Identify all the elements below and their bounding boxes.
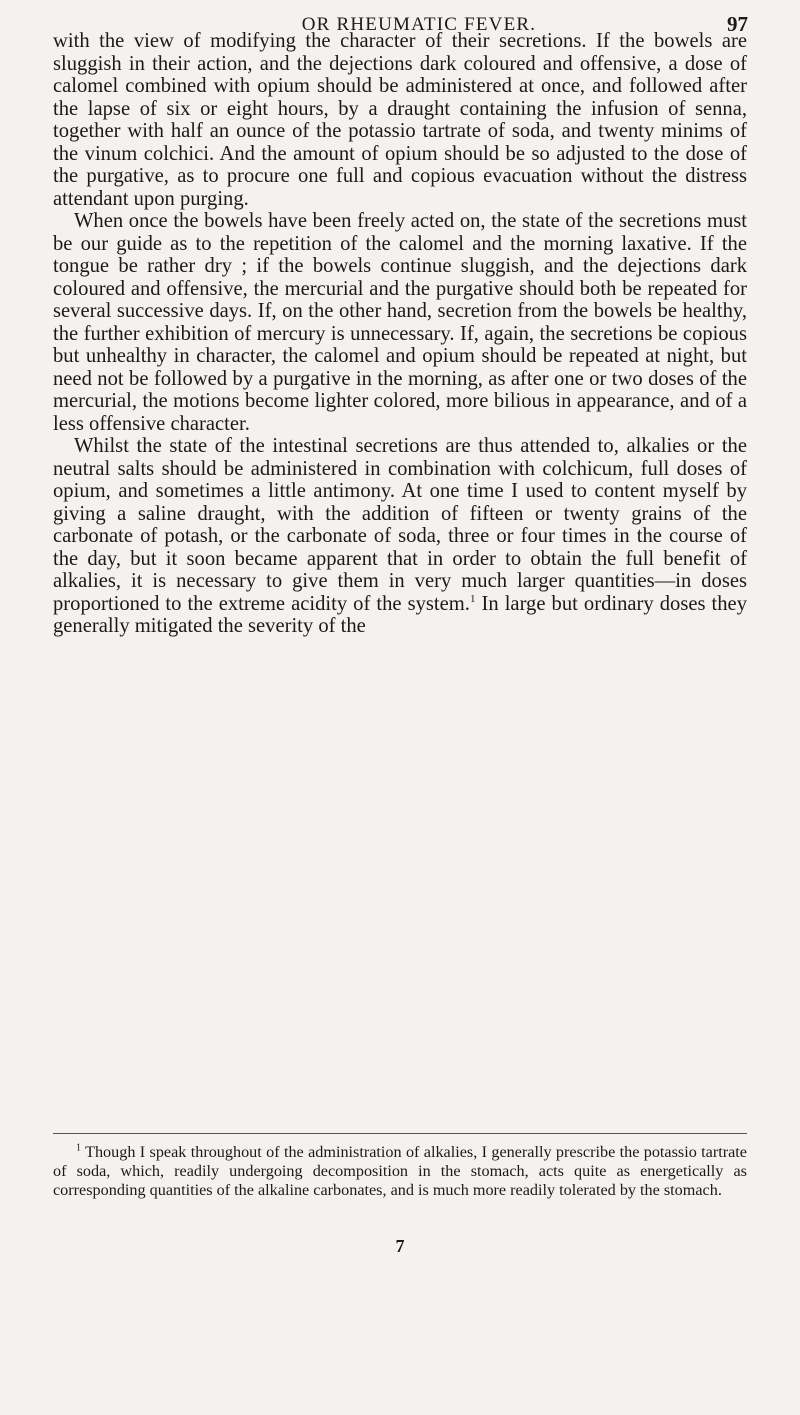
paragraph-text: Whilst the state of the intestinal secretions are thus attended to, alkalies or the neutral salts should be administered in combination with colchicum, full doses of opium, and sometimes a little antimony. At one time I used to content myself by giving a saline draught, with the addition of fifteen or twenty grains of the carbonate of potash, or the carbonate of soda, three or four times in the course of the day, but it soon became apparent that in order to obtain the full benefit of alkalies, it is necessary to give them in very much larger quantities—in doses proportioned to the extreme acidity of the system. xyxy=(53,435,747,615)
paragraph: with the view of modifying the character of their secretions. If the bowels are sluggish in their action, and the dejections dark coloured and offensive, a dose of calomel combined with opium should be administered at once, and followed after the lapse of six or eight hours, by a draught containing the infusion of senna, together with half an ounce of the potassio tartrate of soda, and twenty minims of the vinum colchici. And the amount of opium should be so adjusted to the dose of the purgative, as to procure one full and copious evacuation without the distress attendant upon purging. xyxy=(53,30,747,210)
signature-mark: 7 xyxy=(395,1236,405,1256)
footnote-marker: 1 xyxy=(76,1142,81,1154)
footnote xyxy=(53,1143,747,1200)
footnote-reference: 1 xyxy=(469,592,476,605)
paragraph-text: In large but ordinary doses they generally mitigated the severity of the xyxy=(53,592,747,637)
page-number: 97 xyxy=(727,12,748,36)
footnote-text: Though I speak throughout of the administration of alkalies, I generally prescribe the potassio tartrate of soda, which, readily undergoing decomposition in the stomach, acts quite as energetically as corresponding quantities of the alkaline carbonates, and is much more readily tolerated by the stomach. xyxy=(53,1143,747,1199)
running-title: OR RHEUMATIC FEVER. xyxy=(301,14,537,35)
body-text xyxy=(53,30,747,638)
paragraph xyxy=(53,435,747,638)
footnote-divider xyxy=(53,1133,747,1134)
paragraph: When once the bowels have been freely acted on, the state of the secretions must be our guide as to the repetition of the calomel and the morning laxative. If the tongue be rather dry ; if the bowels continue sluggish, and the dejections dark coloured and offensive, the mercurial and the purgative should both be repeated for several successive days. If, on the other hand, secretion from the bowels be healthy, the further exhibition of mercury is unnecessary. If, again, the secretions be copious but unhealthy in character, the calomel and opium should be repeated at night, but need not be followed by a purgative in the morning, as after one or two doses of the mercurial, the motions become lighter colored, more bilious in appearance, and of a less offensive character. xyxy=(53,210,747,435)
